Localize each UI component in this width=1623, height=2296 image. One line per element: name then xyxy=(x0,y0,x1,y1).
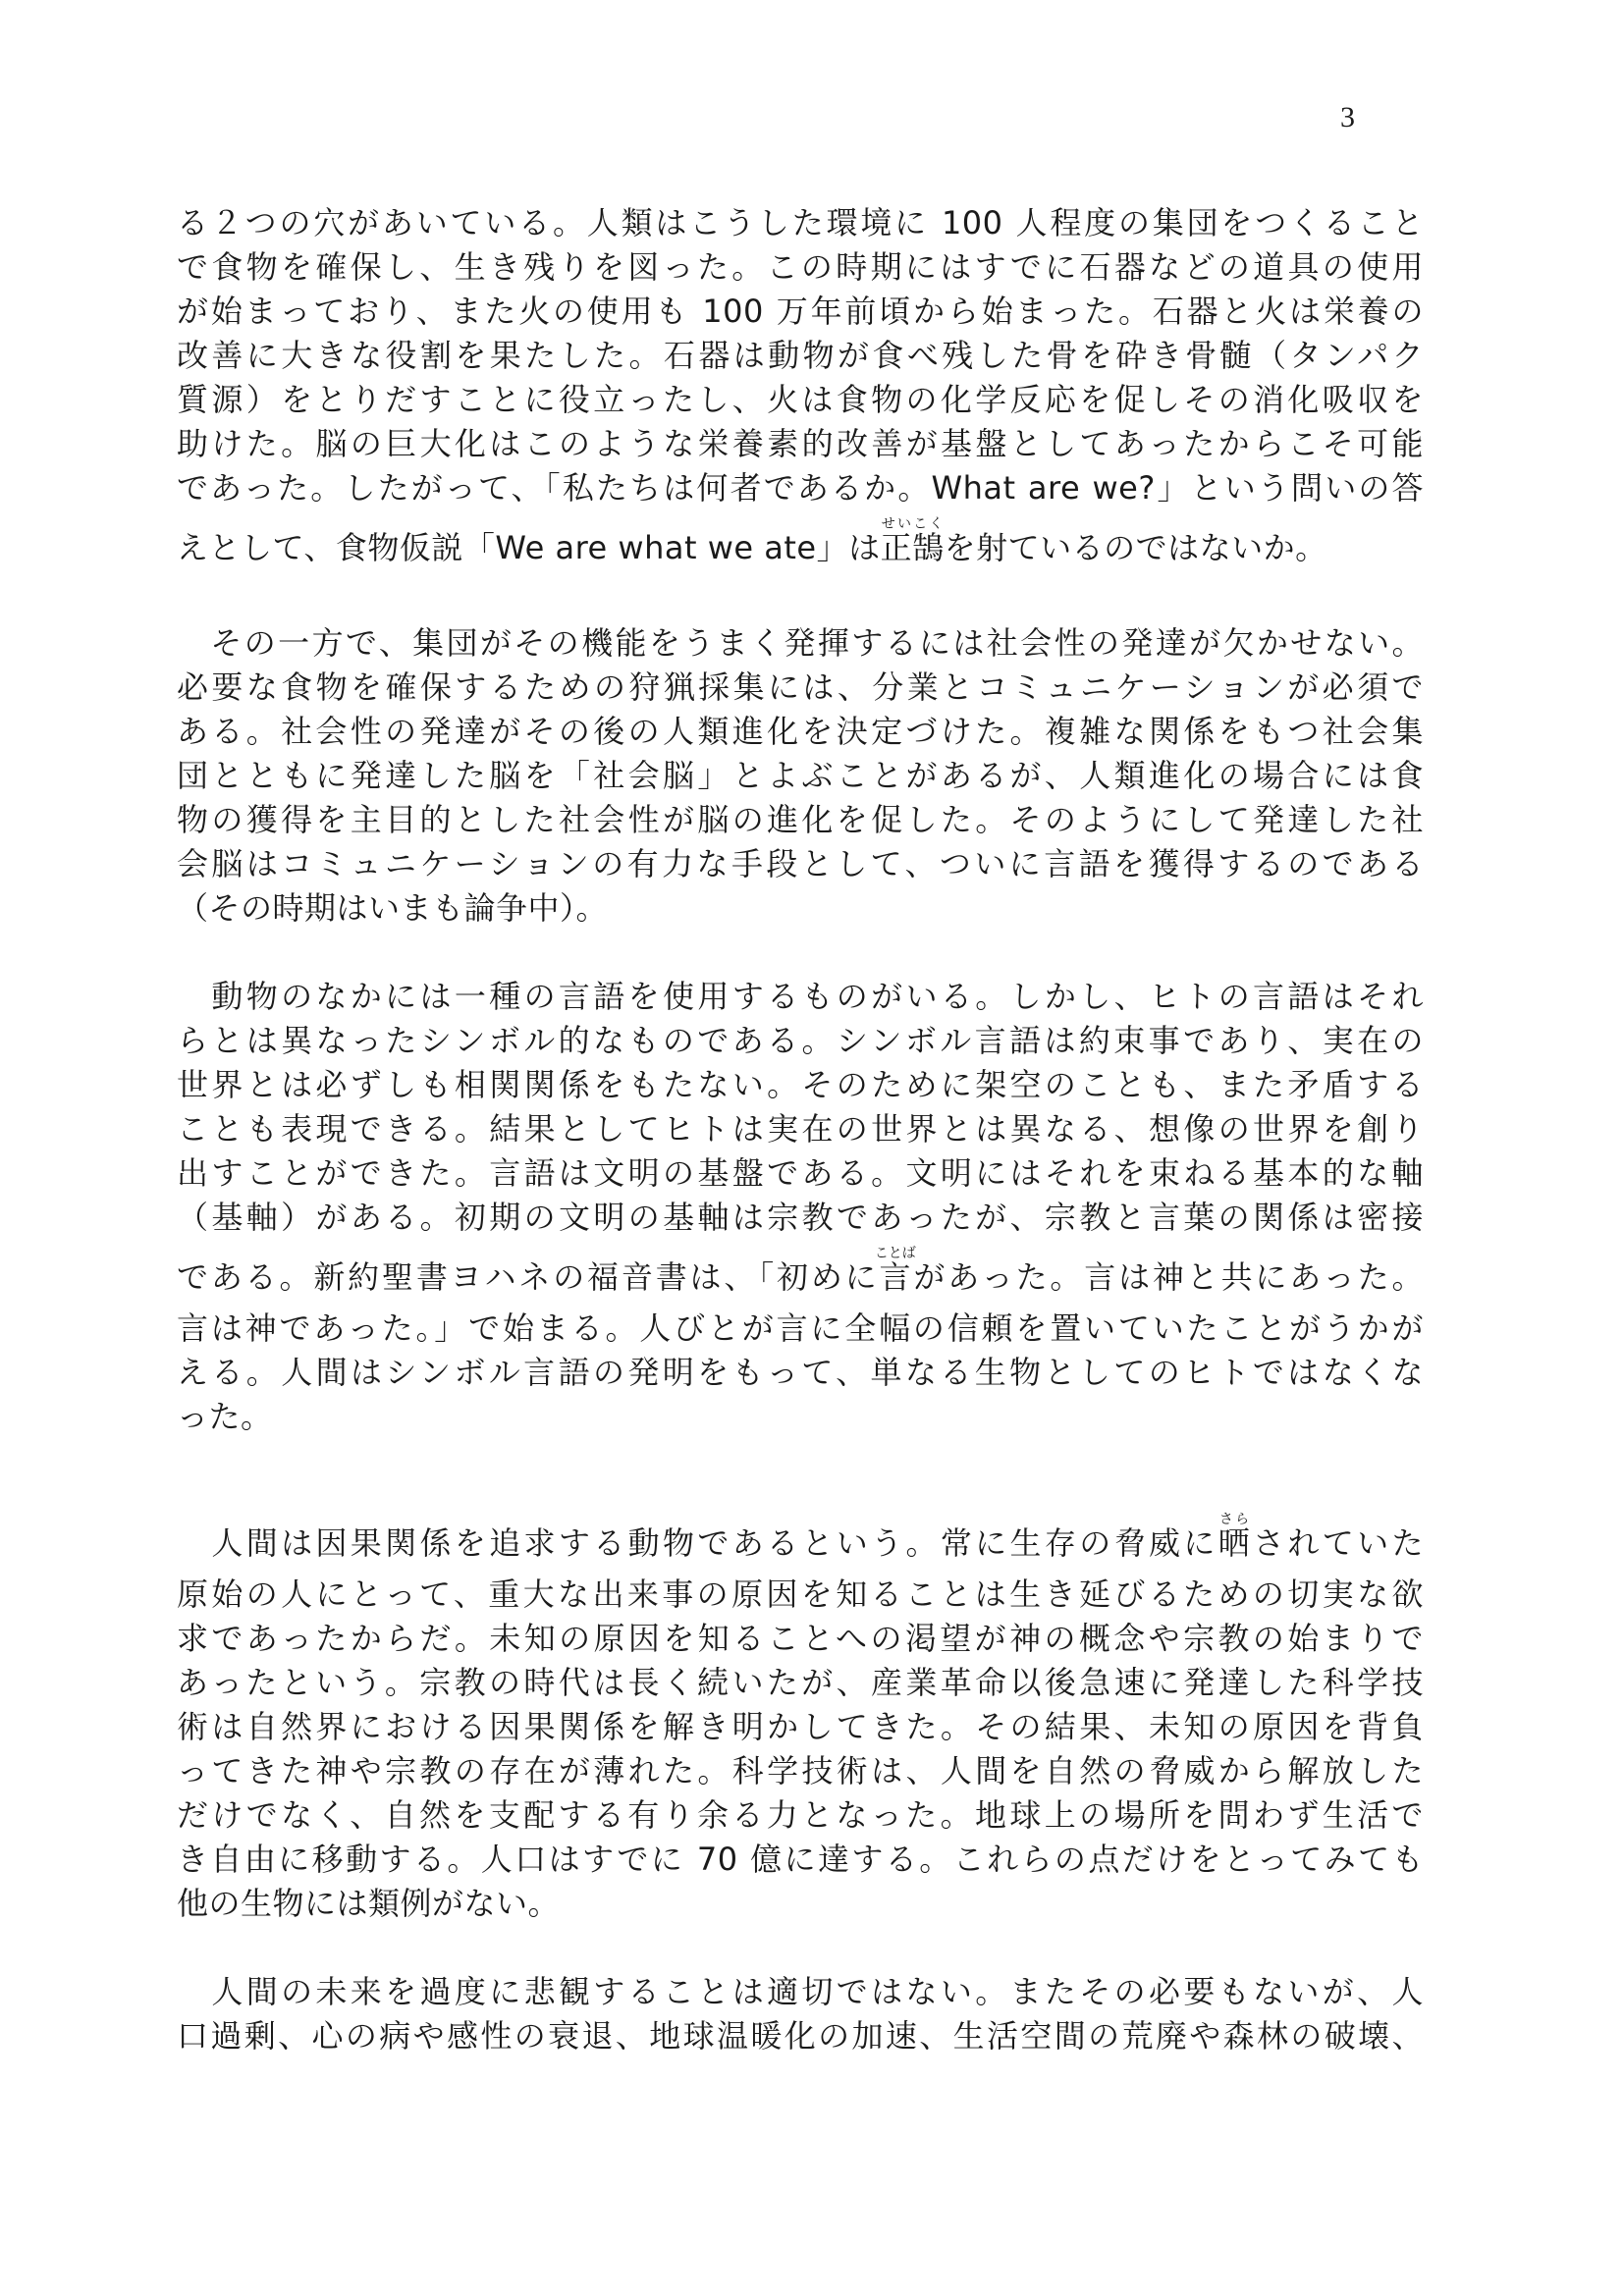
text-segment: されていた xyxy=(1253,1524,1424,1562)
text-line-with-ruby xyxy=(177,1240,1424,1307)
text-line: （基軸）がある。初期の文明の基軸は宗教であったが、宗教と言葉の関係は密接 xyxy=(177,1199,1424,1236)
paragraph-spacer xyxy=(177,1926,1424,1970)
ruby-base: 晒 xyxy=(1217,1524,1254,1562)
text-line: 人間の未来を過度に悲観することは適切ではない。またその必要もないが、人 xyxy=(177,1973,1424,2010)
ruby-base: 言 xyxy=(874,1258,916,1296)
paragraph-spacer xyxy=(177,931,1424,975)
text-line: ある。社会性の発達がその後の人類進化を決定づけた。複雑な関係をもつ社会集 xyxy=(177,713,1424,750)
text-line-with-ruby xyxy=(177,510,1424,577)
body-text xyxy=(177,201,1424,2058)
text-line: 改善に大きな役割を果たした。石器は動物が食べ残した骨を砕き骨髄（タンパク xyxy=(177,337,1424,374)
text-line: った。 xyxy=(177,1398,273,1435)
text-line: 団とともに発達した脳を「社会脳」とよぶことがあるが、人類進化の場合には食 xyxy=(177,757,1424,794)
text-line: であった。したがって、「私たちは何者であるか。What are we?」という問いの答 xyxy=(177,469,1424,507)
paragraph-4 xyxy=(177,1506,1424,1926)
text-line: 物の獲得を主目的とした社会性が脳の進化を促した。そのようにして発達した社 xyxy=(177,801,1424,838)
paragraph-5 xyxy=(177,1970,1424,2058)
text-line: き自由に移動する。人口はすでに 70 億に達する。これらの点だけをとってみても xyxy=(177,1841,1424,1878)
text-segment: を射ているのではないか。 xyxy=(944,529,1327,566)
text-line: （その時期はいまも論争中）。 xyxy=(177,889,609,927)
text-line: 言は神であった。」で始まる。人びとが言に全幅の信頼を置いていたことがうかが xyxy=(177,1309,1424,1347)
text-line: 出すことができた。言語は文明の基盤である。文明にはそれを束ねる基本的な軸 xyxy=(177,1154,1424,1192)
text-line: で食物を確保し、生き残りを図った。この時期にはすでに石器などの道具の使用 xyxy=(177,248,1424,286)
paragraph-3 xyxy=(177,975,1424,1439)
text-line: 口過剰、心の病や感性の衰退、地球温暖化の加速、生活空間の荒廃や森林の破壊、 xyxy=(177,2017,1424,2055)
paragraph-spacer xyxy=(177,1439,1424,1506)
text-line: だけでなく、自然を支配する有り余る力となった。地球上の場所を問わず生活で xyxy=(177,1796,1424,1834)
text-line: ことも表現できる。結果としてヒトは実在の世界とは異なる、想像の世界を創り xyxy=(177,1110,1424,1148)
text-line: 求であったからだ。未知の原因を知ることへの渇望が神の概念や宗教の始まりで xyxy=(177,1620,1424,1657)
page-number: 3 xyxy=(1340,101,1355,133)
ruby-base: 正鵠 xyxy=(880,529,945,566)
ruby-reading: ことば xyxy=(874,1246,916,1261)
text-line: 他の生物には類例がない。 xyxy=(177,1885,561,1922)
text-line: ってきた神や宗教の存在が薄れた。科学技術は、人間を自然の脅威から解放した xyxy=(177,1752,1424,1789)
text-segment: えとして、食物仮説「We are what we ate」は xyxy=(177,529,881,566)
paragraph-spacer xyxy=(177,577,1424,621)
text-line: 会脳はコミュニケーションの有力な手段として、ついに言語を獲得するのである xyxy=(177,845,1424,882)
ruby-annotation xyxy=(1217,1512,1254,1562)
ruby-annotation xyxy=(880,516,945,566)
text-line: 世界とは必ずしも相関関係をもたない。そのために架空のことも、また矛盾する xyxy=(177,1066,1424,1103)
text-line: える。人間はシンボル言語の発明をもって、単なる生物としてのヒトではなくな xyxy=(177,1354,1424,1391)
paragraph-1 xyxy=(177,201,1424,577)
text-segment: があった。言は神と共にあった。 xyxy=(911,1258,1424,1296)
text-segment: 人間は因果関係を追求する動物であるという。常に生存の脅威に xyxy=(177,1524,1218,1562)
text-line: 術は自然界における因果関係を解き明かしてきた。その結果、未知の原因を背負 xyxy=(177,1708,1424,1745)
paragraph-2 xyxy=(177,621,1424,931)
text-line: 助けた。脳の巨大化はこのような栄養素的改善が基盤としてあったからこそ可能 xyxy=(177,425,1424,462)
text-line: 動物のなかには一種の言語を使用するものがいる。しかし、ヒトの言語はそれ xyxy=(177,978,1424,1015)
text-segment: である。新約聖書ヨハネの福音書は、「初めに xyxy=(177,1258,880,1296)
text-line: 原始の人にとって、重大な出来事の原因を知ることは生き延びるための切実な欲 xyxy=(177,1575,1424,1613)
text-line: が始まっており、また火の使用も 100 万年前頃から始まった。石器と火は栄養の xyxy=(177,293,1424,330)
text-line: る２つの穴があいている。人類はこうした環境に 100 人程度の集団をつくること xyxy=(177,204,1424,241)
text-line-with-ruby xyxy=(177,1506,1424,1573)
ruby-reading: せいこく xyxy=(880,516,945,532)
text-line: その一方で、集団がその機能をうまく発揮するには社会性の発達が欠かせない。 xyxy=(177,624,1424,662)
ruby-reading: さら xyxy=(1217,1512,1251,1527)
text-line: 質源）をとりだすことに役立ったし、火は食物の化学反応を促しその消化吸収を xyxy=(177,381,1424,418)
ruby-annotation xyxy=(874,1246,916,1296)
text-line: らとは異なったシンボル的なものである。シンボル言語は約束事であり、実在の xyxy=(177,1022,1424,1059)
text-line: 必要な食物を確保するための狩猟採集には、分業とコミュニケーションが必須で xyxy=(177,668,1424,706)
text-line: あったという。宗教の時代は長く続いたが、産業革命以後急速に発達した科学技 xyxy=(177,1664,1424,1701)
